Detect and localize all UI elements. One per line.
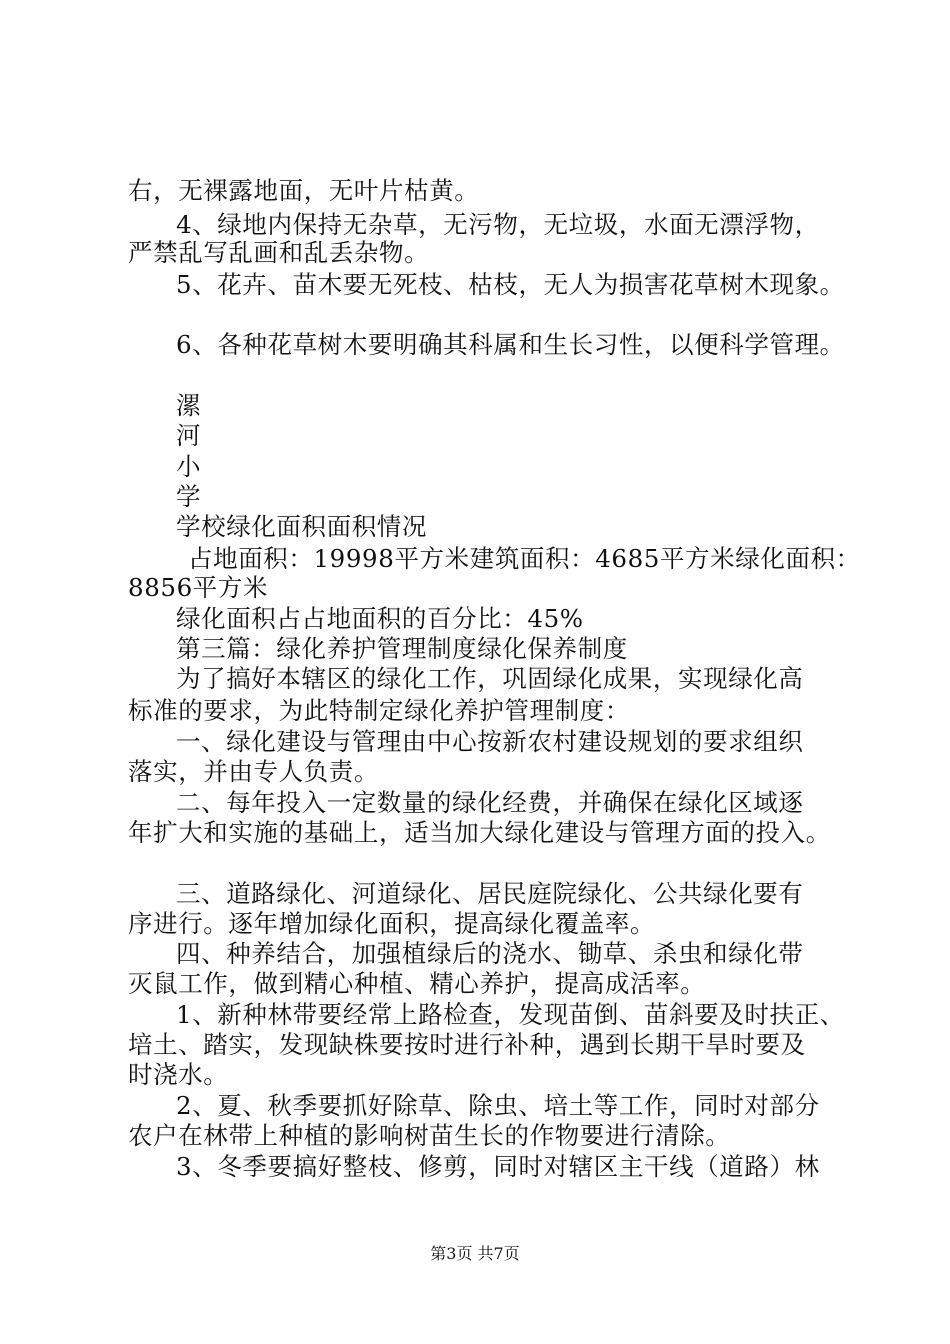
text-line: 序进行。逐年增加绿化面积，提高绿化覆盖率。 bbox=[128, 909, 656, 938]
text-line: 四、种养结合，加强植绿后的浇水、锄草、杀虫和绿化带 bbox=[176, 939, 804, 968]
text-line: 标准的要求，为此特制定绿化养护管理制度： bbox=[128, 696, 630, 725]
text-line: 绿化面积占占地面积的百分比：45% bbox=[176, 604, 584, 633]
text-line: 为了搞好本辖区的绿化工作，巩固绿化成果，实现绿化高 bbox=[176, 664, 804, 693]
text-line: 6、各种花草树木要明确其科属和生长习性，以便科学管理。 bbox=[176, 330, 845, 359]
page-number-footer: 第3页 共7页 bbox=[430, 1244, 520, 1263]
text-line: 3、冬季要搞好整枝、修剪，同时对辖区主干线（道路）林 bbox=[176, 1152, 820, 1181]
text-line: 灭鼠工作，做到精心种植、精心养护，提高成活率。 bbox=[128, 969, 706, 998]
text-line: 二、每年投入一定数量的绿化经费，并确保在绿化区域逐 bbox=[176, 788, 804, 817]
text-line: 右，无裸露地面，无叶片枯黄。 bbox=[128, 176, 480, 205]
text-line: 漯 bbox=[176, 391, 202, 420]
text-line: 河 bbox=[176, 421, 202, 450]
text-line: 严禁乱写乱画和乱丢杂物。 bbox=[128, 238, 430, 267]
text-line: 时浇水。 bbox=[128, 1060, 229, 1089]
text-line: 年扩大和实施的基础上，适当加大绿化建设与管理方面的投入。 bbox=[128, 818, 831, 847]
text-line: 第三篇：绿化养护管理制度绿化保养制度 bbox=[176, 634, 628, 663]
text-line: 一、绿化建设与管理由中心按新农村建设规划的要求组织 bbox=[176, 727, 804, 756]
text-line: 农户在林带上种植的影响树苗生长的作物要进行清除。 bbox=[128, 1121, 731, 1150]
text-line: 学校绿化面积面积情况 bbox=[176, 512, 427, 541]
text-line: 落实，并由专人负责。 bbox=[128, 757, 379, 786]
text-line: 4、绿地内保持无杂草，无污物，无垃圾，水面无漂浮物， bbox=[176, 210, 820, 239]
text-line: 占地面积：19998平方米建筑面积：4685平方米绿化面积： bbox=[188, 544, 861, 573]
text-line: 培土、踏实，发现缺株要按时进行补种，遇到长期干旱时要及 bbox=[128, 1030, 806, 1059]
text-line: 小 bbox=[176, 452, 202, 481]
text-line: 5、花卉、苗木要无死枝、枯枝，无人为损害花草树木现象。 bbox=[176, 270, 845, 299]
text-line: 1、新种林带要经常上路检查，发现苗倒、苗斜要及时扶正、 bbox=[176, 1000, 845, 1029]
text-line: 三、道路绿化、河道绿化、居民庭院绿化、公共绿化要有 bbox=[176, 879, 804, 908]
text-line: 2、夏、秋季要抓好除草、除虫、培土等工作，同时对部分 bbox=[176, 1091, 820, 1120]
text-line: 8856平方米 bbox=[128, 573, 269, 602]
text-line: 学 bbox=[176, 482, 202, 511]
